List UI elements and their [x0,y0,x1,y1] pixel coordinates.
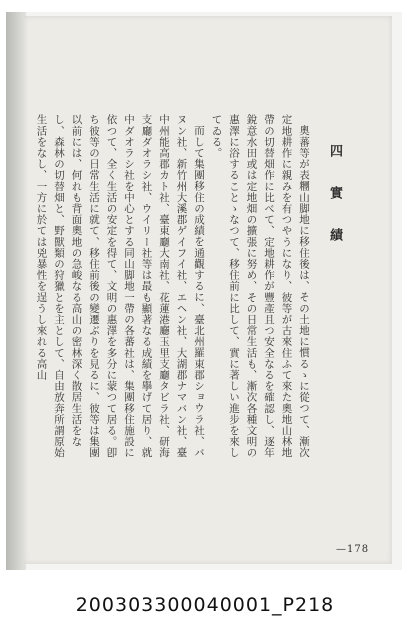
body-text [35,114,312,464]
section-heading: 四 實 績 [327,144,342,249]
page-number: —178 [336,544,370,555]
binding-gutter [6,12,26,570]
document-page [24,16,392,564]
paragraph-1: 奧蕃等が表糰山脚地に移住後は、その土地に慣るゝに從つて、漸次定地耕作に親みを有つやうになり、彼等が古來住ふて來た奧地山林地帶の切替畑作に比べて、定地耕作が豐產且つ安全なるを確認し、逐年銳意水田或は定地畑の擴張に努め、その日常生活も、漸次各種文明の惠澤に浴することゝなつて、移住前に比して、實に著しい進步を來してゐる。 [210,114,310,459]
image-caption: 200303300040001_P218 [75,594,335,616]
paragraph-2: 而して集團移住の成績を通觀するに、臺北州羅東郡ショウラ社、バヌン社、新竹州大溪郡ゲイフイ社、エヘン社、大湖郡ナマバン社、臺中州能高郡カト社、臺東廳大南社、花蓮港廳玉里支廳タビラ社、研海支廳ダオラシ社、ウイリー社等は最も顯著なる成績を擧げて居り、就中ダオラシ社を中心とする同山脚地一帶の各蕃社は、集團移住施設に依つて、全く生活の安定を得て、文明の惠澤を多分に蒙つて居る。卽ち彼等の日常生活に就て、移住前後の變遷ぶりを見るに、彼等は集團以前には、何れも背面奧地の急峻なる高山の密林深く散居生活をなし、森林の切替畑と、野獸類の狩獵とを主として、自由放奔所謂原始生活をなし、一方に於ては兇暴性を逞うし來れる高山 [35,114,205,459]
